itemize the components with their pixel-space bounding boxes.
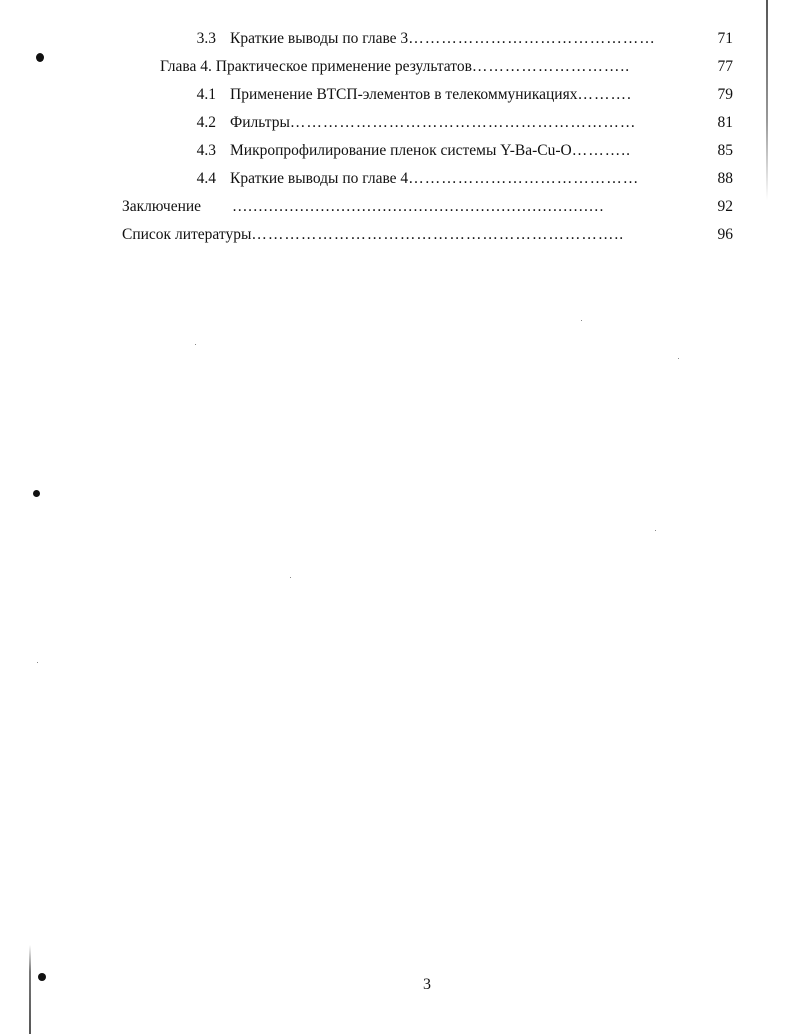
toc-entry-title-text: Список литературы — [122, 226, 252, 243]
toc-entry-conclusion — [0, 194, 799, 220]
toc-entry-page: 81 — [717, 114, 733, 131]
toc-entry-title-text: Краткие выводы по главе 3 — [230, 30, 409, 47]
toc-entry-4-1 — [0, 82, 799, 108]
scan-speck — [290, 577, 291, 578]
punch-hole-mark — [33, 490, 40, 497]
toc-dot-leader: …………………………………… — [408, 170, 640, 187]
toc-entry-number: 4.3 — [196, 142, 216, 159]
scan-speck — [678, 358, 679, 359]
toc-entry-page: 79 — [717, 86, 733, 103]
toc-dot-leader: ……………………………………… — [408, 30, 656, 47]
toc-entry-title-text: Фильтры — [230, 114, 290, 131]
toc-dot-leader: ……………………………………………………… — [289, 114, 637, 131]
toc-entry-number: 3.3 — [196, 30, 216, 47]
toc-entry-number: 4.4 — [196, 170, 216, 187]
toc-dot-leader: ………. — [577, 86, 632, 103]
toc-dot-leader: ……………………….. — [471, 58, 631, 75]
toc-entry-title — [230, 82, 658, 108]
toc-entry-4-2 — [0, 110, 799, 136]
toc-entry-page: 96 — [717, 226, 733, 243]
toc-entry-page: 92 — [717, 198, 733, 215]
toc-entry-title-text: Микропрофилирование пленок системы Y-Ba-Cu-O — [230, 142, 572, 159]
toc-entry-title — [230, 138, 658, 164]
toc-entry-page: 88 — [717, 170, 733, 187]
toc-entry-3-3 — [0, 26, 799, 52]
toc-dot-leader: ……………………………………………………………… — [232, 198, 604, 215]
toc-entry-page: 85 — [717, 142, 733, 159]
toc-entry-title — [160, 54, 650, 80]
toc-entry-title-text: Глава 4. Практическое применение результатов — [160, 58, 472, 75]
toc-entry-chapter-4 — [0, 54, 799, 80]
toc-entry-page: 71 — [717, 30, 733, 47]
toc-entry-title-text: Применение ВТСП-элементов в телекоммуникациях — [230, 86, 578, 103]
toc-entry-number: 4.2 — [196, 114, 216, 131]
toc-dot-leader: ………………………………………………………….. — [251, 226, 625, 243]
punch-hole-mark — [36, 53, 44, 62]
toc-entry-4-3 — [0, 138, 799, 164]
toc-entry-title — [230, 166, 658, 192]
toc-entry-title — [122, 222, 648, 248]
toc-entry-title — [230, 110, 658, 136]
toc-entry-title: Заключение — [122, 198, 202, 215]
scan-speck — [37, 662, 38, 663]
toc-entry-bibliography — [0, 222, 799, 248]
scan-speck — [195, 344, 196, 345]
toc-entry-page: 77 — [717, 58, 733, 75]
toc-entry-title — [230, 26, 658, 52]
page-number: 3 — [423, 976, 431, 993]
scan-speck — [581, 320, 582, 321]
toc-entry-title-text: Краткие выводы по главе 4 — [230, 170, 409, 187]
toc-entry-number: 4.1 — [196, 86, 216, 103]
scan-speck — [655, 530, 656, 531]
toc-dot-leader: ……….. — [571, 142, 631, 159]
scan-edge-shadow — [766, 0, 768, 200]
toc-entry-4-4 — [0, 166, 799, 192]
